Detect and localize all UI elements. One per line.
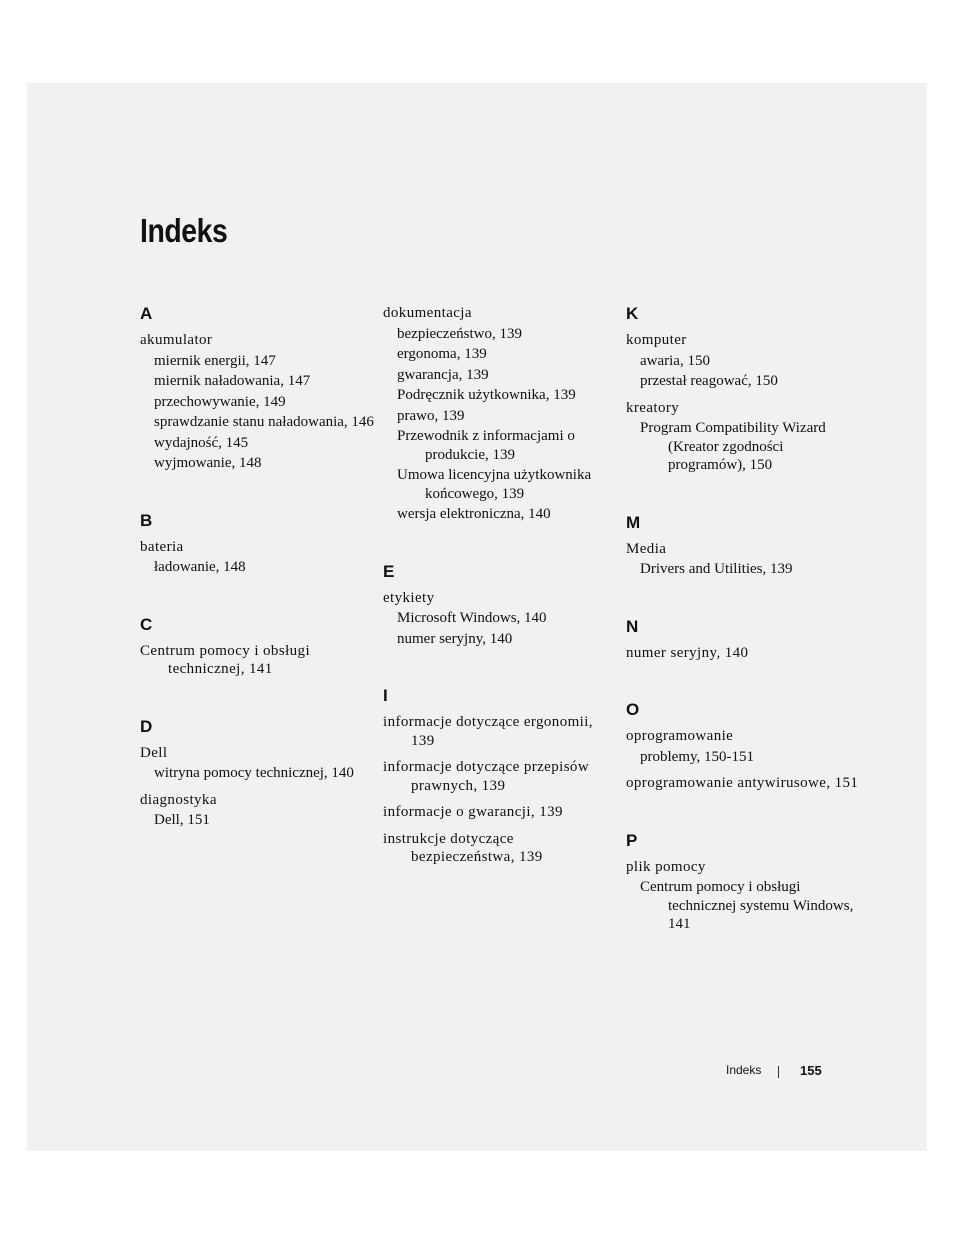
index-entry [626,644,862,663]
index-subentry: przechowywanie, 149 [154,393,286,410]
index-term: Centrum pomocy i obsługi technicznej, 141 [140,642,311,677]
section-letter: O [626,700,640,719]
index-entry [383,758,619,795]
index-entry [383,803,619,822]
index-subentry: wersja elektroniczna, 140 [397,506,551,522]
index-entry [383,713,619,750]
index-term: dokumentacja [383,305,472,321]
index-entry [383,830,619,867]
index-term: bateria [140,538,184,555]
index-term: informacje dotyczące przepisów prawnych, 139 [383,759,590,794]
index-section [626,617,862,663]
index-subentry: miernik naładowania, 147 [154,373,311,389]
index-column-1 [140,304,376,868]
index-term: komputer [626,332,687,348]
index-subentry: Microsoft Windows, 140 [397,610,547,626]
index-term: oprogramowanie [626,728,734,744]
section-letter: C [140,614,153,634]
index-subentry: Dell, 151 [154,812,210,828]
section-letter: M [626,512,641,532]
index-entry [626,399,862,475]
index-term: instrukcje dotyczące bezpieczeństwa, 139 [383,830,543,865]
footer-separator [778,1066,779,1078]
index-term: Dell [140,744,168,761]
index-entry [383,589,619,649]
index-section [140,511,376,577]
section-letter: B [140,510,153,530]
index-subentry: problemy, 150-151 [640,748,755,765]
index-entry [140,791,376,830]
index-subentry: numer seryjny, 140 [397,630,513,647]
index-term: kreatory [626,399,680,416]
index-term: plik pomocy [626,858,706,875]
index-subentry: Podręcznik użytkownika, 139 [397,387,576,403]
index-section [383,304,619,524]
index-entry [140,538,376,577]
page-number: 155 [800,1063,822,1078]
page-title: Indeks [140,212,228,249]
index-subentry: wydajność, 145 [154,434,249,451]
index-subentry: Przewodnik z informacjami o produkcie, 139 [397,428,575,463]
index-term: numer seryjny, 140 [626,644,749,661]
index-section [140,304,376,473]
index-section [140,717,376,830]
index-subentry: Umowa licencyjna użytkownika końcowego, 139 [397,467,592,502]
section-letter: P [626,830,638,850]
section-letter: N [626,616,639,636]
index-term: informacje o gwarancji, 139 [383,804,563,820]
index-subentry: gwarancja, 139 [397,366,489,383]
index-section [140,615,376,679]
index-subentry: przestał reagować, 150 [640,373,778,389]
section-letter: D [140,716,153,736]
index-subentry: sprawdzanie stanu naładowania, 146 [154,414,374,430]
index-entry [383,304,619,524]
index-subentry: awaria, 150 [640,352,710,369]
index-subentry: bezpieczeństwo, 139 [397,325,522,342]
index-term: oprogramowanie antywirusowe, 151 [626,775,859,791]
index-column-3 [626,304,862,972]
index-subentry: Program Compatibility Wizard (Kreator zgodności programów), 150 [640,420,826,473]
index-subentry: wyjmowanie, 148 [154,455,262,471]
index-term: akumulator [140,332,213,348]
index-term: diagnostyka [140,791,217,808]
section-letter: A [140,304,153,323]
index-section [626,831,862,934]
index-entry [626,540,862,579]
index-entry [626,774,862,793]
index-entry [140,642,376,679]
footer-label: Indeks [726,1063,762,1077]
section-letter: K [626,304,639,323]
index-entry [626,727,862,766]
index-section [626,513,862,579]
index-subentry: ergonoma, 139 [397,346,487,362]
index-section [383,686,619,867]
index-term: informacje dotyczące ergonomii, 139 [383,714,593,749]
section-letter: I [383,686,388,705]
index-subentry: miernik energii, 147 [154,352,276,369]
index-section [626,304,862,475]
index-subentry: Drivers and Utilities, 139 [640,561,793,577]
index-subentry: ładowanie, 148 [154,559,246,575]
index-entry [626,858,862,934]
index-entry [140,744,376,783]
section-letter: E [383,561,395,581]
index-term: Media [626,540,667,557]
index-entry [140,331,376,473]
index-subentry: prawo, 139 [397,407,465,424]
index-entry [626,331,862,391]
index-term: etykiety [383,589,435,606]
index-subentry: Centrum pomocy i obsługi technicznej systemu Windows, 141 [640,879,854,932]
index-subentry: witryna pomocy technicznej, 140 [154,765,354,781]
index-column-2 [383,304,619,905]
index-section [383,562,619,649]
index-section [626,700,862,793]
